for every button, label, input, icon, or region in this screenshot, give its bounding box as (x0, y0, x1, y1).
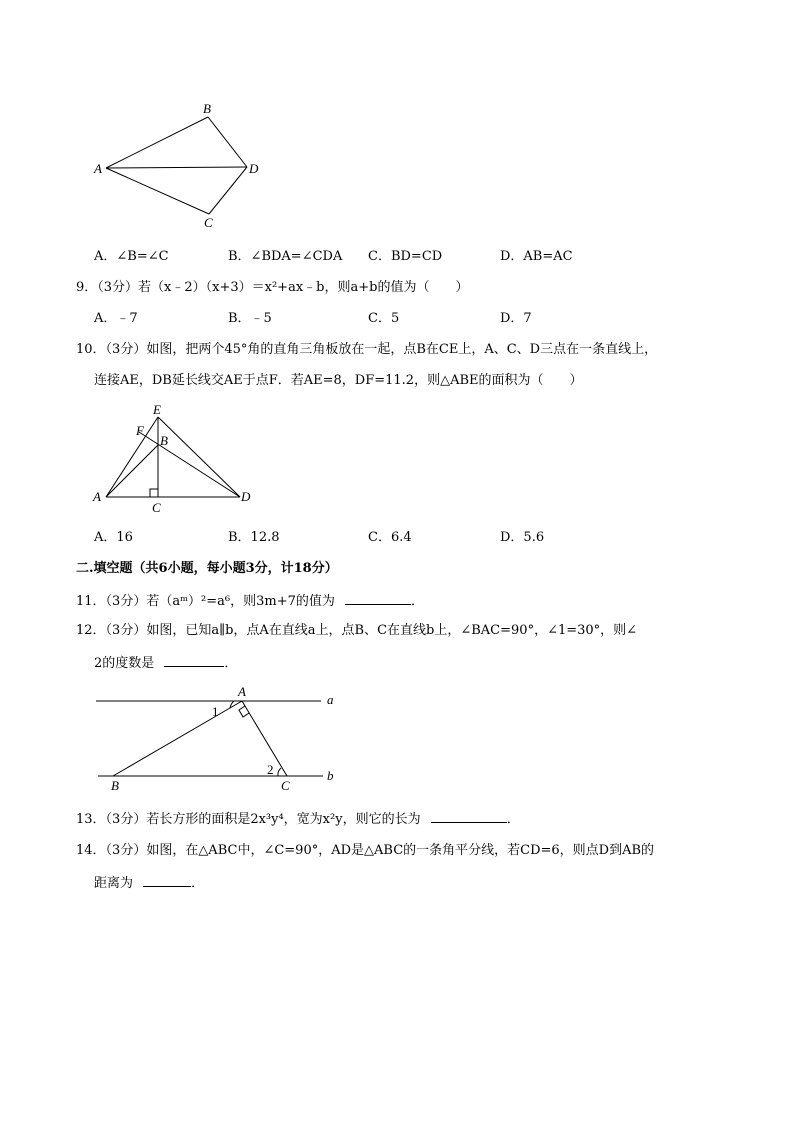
q12-end: ． (224, 656, 238, 671)
label-a: a (327, 692, 334, 707)
label-C: C (281, 778, 290, 793)
q12-text: 2的度数是 (94, 656, 155, 671)
label-b: b (327, 768, 334, 783)
q10-option-c[interactable]: C．6.4 (368, 530, 412, 545)
label-D: D (241, 489, 251, 504)
q13-text: 13．（3分）若长方形的面积是2x³y⁴，宽为x²y，则它的长为 (76, 812, 421, 827)
q13-answer-blank[interactable] (431, 810, 507, 823)
q9-option-a[interactable]: A．﹣7 (94, 311, 138, 326)
q14-answer-blank[interactable] (143, 874, 191, 887)
q10-option-a[interactable]: A．16 (94, 530, 133, 545)
q14-line2 (94, 874, 204, 892)
label-2: 2 (267, 762, 274, 777)
q11-line (76, 592, 424, 610)
q8-option-c[interactable]: C．BD=CD (368, 249, 443, 264)
label-E: E (153, 402, 161, 417)
figure-parallel-lines (88, 682, 358, 798)
q9-option-c[interactable]: C．5 (368, 311, 400, 326)
q12-line1: 12．（3分）如图，已知a∥b，点A在直线a上，点B、C在直线b上，∠BAC=90°，∠1=30°，则∠ (76, 623, 638, 638)
label-F: F (136, 423, 144, 438)
label-C: C (204, 215, 213, 230)
q14-end: ． (191, 876, 205, 891)
label-D: D (249, 161, 259, 176)
q10-line2: 连接AE，DB延长线交AE于点F．若AE=8，DF=11.2，则△ABE的面积为（ ） (94, 373, 583, 388)
label-A: A (94, 161, 102, 176)
label-C: C (152, 500, 161, 515)
label-A: A (93, 489, 101, 504)
q10-option-d[interactable]: D．5.6 (500, 530, 545, 545)
figure-triangles (88, 400, 268, 518)
q11-end: ． (411, 594, 425, 609)
q10-line1: 10．（3分）如图，把两个45°角的直角三角板放在一起，点B在CE上，A、C、D三点在一条直线上， (76, 342, 658, 357)
q9-option-b[interactable]: B．﹣5 (228, 311, 272, 326)
label-B: B (203, 101, 211, 116)
label-1: 1 (212, 704, 219, 719)
section-fill-in-heading: 二.填空题（共6小题，每小题3分，计18分） (76, 561, 338, 576)
q14-text: 距离为 (94, 876, 134, 891)
q8-option-a[interactable]: A．∠B=∠C (94, 249, 169, 264)
q9-option-d[interactable]: D．7 (500, 311, 532, 326)
q8-option-b[interactable]: B．∠BDA=∠CDA (228, 249, 343, 264)
q9-text: 9．（3分）若（x﹣2）（x+3）＝x²+ax﹣b，则a+b的值为（ ） (76, 280, 469, 295)
label-B: B (111, 778, 119, 793)
q8-option-d[interactable]: D．AB=AC (500, 249, 573, 264)
label-B: B (160, 433, 168, 448)
q12-line2 (94, 654, 237, 672)
q13-end: ． (506, 812, 520, 827)
q11-answer-blank[interactable] (345, 592, 411, 605)
q14-line1: 14．（3分）如图，在△ABC中，∠C=90°，AD是△ABC的一条角平分线，若CD=6，则点D到AB的 (76, 843, 655, 858)
q12-answer-blank[interactable] (164, 654, 224, 667)
q13-line (76, 810, 520, 828)
q10-option-b[interactable]: B．12.8 (228, 530, 280, 545)
label-A: A (238, 684, 246, 699)
q11-text: 11．（3分）若（aᵐ）²=a⁶，则3m+7的值为 (76, 594, 335, 609)
figure-quadrilateral (88, 96, 278, 236)
